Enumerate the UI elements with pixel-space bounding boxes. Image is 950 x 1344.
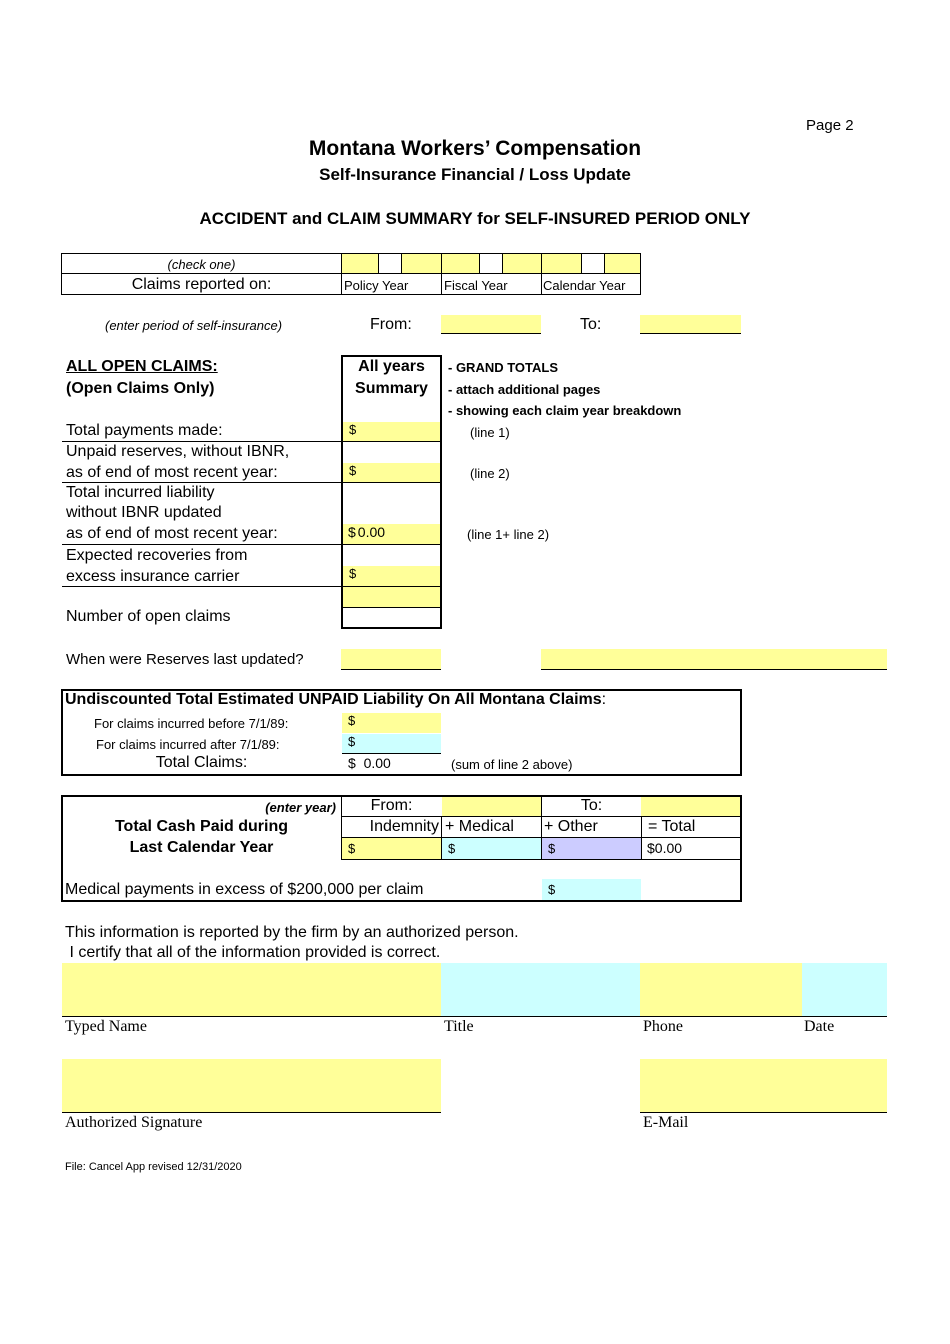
unpaid-reserves-label-2: as of end of most recent year: <box>66 464 278 481</box>
claims-reported-label: Claims reported on: <box>131 276 272 293</box>
open-claims-subheading: (Open Claims Only) <box>66 380 215 397</box>
date-input[interactable] <box>802 963 887 1016</box>
excess-medical-label: Medical payments in excess of $200,000 per claim <box>65 881 424 898</box>
total-payments-input[interactable]: $ <box>343 422 440 442</box>
total-claims-note: (sum of line 2 above) <box>451 757 573 772</box>
period-to-input[interactable] <box>640 315 741 334</box>
other-input[interactable]: $ <box>542 838 641 859</box>
line-1-note: (line 1) <box>470 425 510 440</box>
total-payments-label: Total payments made: <box>66 422 223 439</box>
expected-recoveries-input[interactable]: $ <box>343 566 440 587</box>
total-incurred-label-3: as of end of most recent year: <box>66 525 278 542</box>
fiscal-year-checkbox[interactable] <box>479 253 503 274</box>
total-incurred-value: $ 0.00 <box>343 524 440 545</box>
unpaid-liability-title: Undiscounted Total Estimated UNPAID Liability On All Montana Claims: <box>65 691 607 708</box>
period-from-label: From: <box>370 316 412 333</box>
summary-header-1: All years <box>358 358 425 375</box>
signature-input[interactable] <box>62 1059 441 1112</box>
open-claims-heading: ALL OPEN CLAIMS: <box>66 358 218 375</box>
reserves-updated-comment-input[interactable] <box>541 649 887 670</box>
cash-paid-from-input[interactable] <box>442 797 541 816</box>
reserves-updated-label: When were Reserves last updated? <box>66 651 304 668</box>
reserves-updated-input[interactable] <box>341 649 441 670</box>
policy-year-label: Policy Year <box>344 278 409 293</box>
cash-paid-to-input[interactable] <box>641 797 740 816</box>
page-number: Page 2 <box>806 117 854 134</box>
title-label: Title <box>444 1018 474 1035</box>
typed-name-label: Typed Name <box>65 1018 147 1035</box>
cash-paid-to-label: To: <box>580 797 603 814</box>
section-title: ACCIDENT and CLAIM SUMMARY for SELF-INSURED PERIOD ONLY <box>199 209 751 228</box>
total-claims-value: $ 0.00 <box>348 755 391 771</box>
period-from-input[interactable] <box>441 315 541 334</box>
cash-paid-total-value: $0.00 <box>647 840 683 856</box>
email-label: E-Mail <box>643 1114 689 1131</box>
unpaid-reserves-label-1: Unpaid reserves, without IBNR, <box>66 443 290 460</box>
date-label: Date <box>804 1018 835 1035</box>
medical-input[interactable]: $ <box>442 838 541 859</box>
calendar-year-checkbox[interactable] <box>581 253 605 274</box>
title-input[interactable] <box>441 963 640 1016</box>
cash-paid-title-1: Total Cash Paid during <box>114 818 289 835</box>
before-7-1-89-input[interactable]: $ <box>342 713 441 733</box>
medical-header: + Medical <box>445 818 514 835</box>
total-incurred-label-2: without IBNR updated <box>66 504 222 521</box>
total-claims-label: Total Claims: <box>155 754 248 771</box>
after-7-1-89-input[interactable]: $ <box>342 734 441 754</box>
other-header: + Other <box>544 818 598 835</box>
form-subtitle: Self-Insurance Financial / Loss Update <box>319 165 631 184</box>
certification-line-2: I certify that all of the information provided is correct. <box>65 944 441 961</box>
phone-input[interactable] <box>640 963 802 1016</box>
form-title: Montana Workers’ Compensation <box>308 137 642 160</box>
unpaid-reserves-input[interactable]: $ <box>343 463 440 483</box>
expected-recoveries-label-1: Expected recoveries from <box>66 547 248 564</box>
note-grand-totals: - GRAND TOTALS <box>448 360 559 375</box>
signature-label: Authorized Signature <box>65 1114 203 1131</box>
period-to-label: To: <box>580 316 602 333</box>
check-one-label: (check one) <box>167 257 236 272</box>
line-sum-note: (line 1+ line 2) <box>467 527 550 542</box>
note-attach-pages: - attach additional pages <box>448 382 601 397</box>
calendar-year-label: Calendar Year <box>543 278 626 293</box>
summary-header-2: Summary <box>355 380 428 397</box>
number-open-claims-input[interactable] <box>343 608 440 627</box>
note-claim-year-breakdown: - showing each claim year breakdown <box>448 403 682 418</box>
total-header: = Total <box>648 818 696 835</box>
phone-label: Phone <box>643 1018 683 1035</box>
self-insurance-period-label: (enter period of self-insurance) <box>105 318 283 333</box>
typed-name-input[interactable] <box>62 963 441 1016</box>
total-incurred-label-1: Total incurred liability <box>66 484 215 501</box>
line-2-note: (line 2) <box>470 466 510 481</box>
fiscal-year-label: Fiscal Year <box>444 278 508 293</box>
enter-year-label: (enter year) <box>265 800 336 815</box>
expected-recoveries-label-2: excess insurance carrier <box>66 568 240 585</box>
certification-line-1: This information is reported by the firm by an authorized person. <box>65 924 519 941</box>
email-input[interactable] <box>640 1059 887 1112</box>
cash-paid-from-label: From: <box>370 797 413 814</box>
policy-year-checkbox[interactable] <box>378 253 402 274</box>
before-7-1-89-label: For claims incurred before 7/1/89: <box>94 716 289 731</box>
excess-medical-input[interactable]: $ <box>542 879 641 900</box>
footer-file-note: File: Cancel App revised 12/31/2020 <box>65 1161 242 1173</box>
number-open-claims-label: Number of open claims <box>66 608 231 625</box>
after-7-1-89-label: For claims incurred after 7/1/89: <box>96 737 280 752</box>
indemnity-input[interactable]: $ <box>342 838 441 859</box>
number-open-claims-input-upper[interactable] <box>343 587 440 608</box>
cash-paid-title-2: Last Calendar Year <box>129 839 274 856</box>
indemnity-header: Indemnity <box>369 818 439 835</box>
